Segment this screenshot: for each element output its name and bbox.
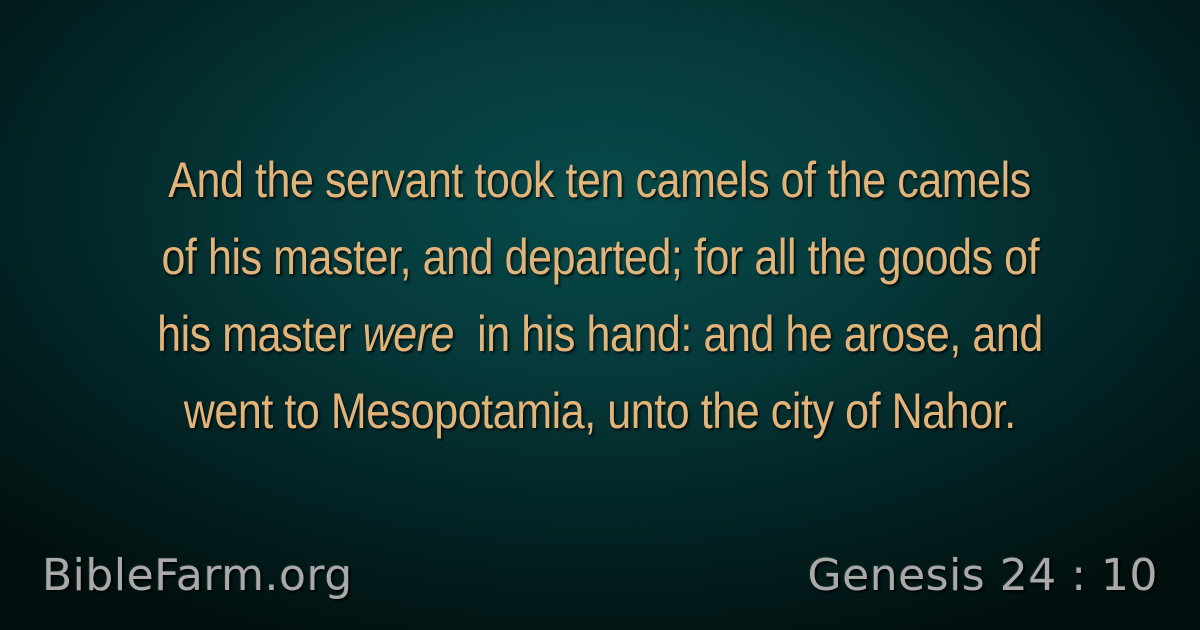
verse-line-3-before: his master [157, 306, 363, 362]
scripture-reference: Genesis 24 : 10 [807, 550, 1158, 601]
verse-line-2 [40, 219, 1160, 296]
verse-line-3 [40, 296, 1160, 373]
verse-line-1-text: And the servant took ten camels of the camels [168, 152, 1032, 208]
verse-line-4-text: went to Mesopotamia, unto the city of Nahor. [184, 383, 1016, 439]
verse-line-2-text: of his master, and departed; for all the goods of [161, 229, 1039, 285]
verse-line-1 [40, 142, 1160, 219]
site-watermark: BibleFarm.org [42, 550, 353, 601]
verse-line-3-text [157, 296, 1043, 373]
verse-line-4 [40, 373, 1160, 450]
verse-text [40, 142, 1160, 450]
verse-line-3-after: in his hand: and he arose, and [454, 306, 1043, 362]
verse-italic-word: were [362, 306, 455, 362]
